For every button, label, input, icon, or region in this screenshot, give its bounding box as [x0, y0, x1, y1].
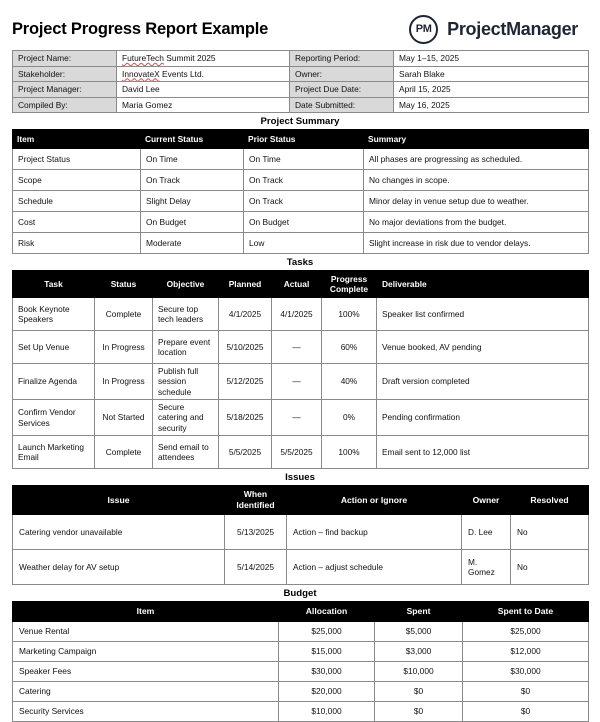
- budget-spent: $0: [375, 702, 463, 722]
- task-deliverable: Pending confirmation: [377, 400, 589, 436]
- budget-item: Catering: [13, 682, 279, 702]
- spellcheck-word: InnovateX: [122, 68, 160, 79]
- budget-body: [13, 622, 589, 722]
- info-label-right: Date Submitted:: [290, 97, 394, 113]
- task-actual: 5/5/2025: [272, 436, 322, 469]
- task-planned: 5/18/2025: [219, 400, 272, 436]
- summary-current-status: On Time: [141, 149, 244, 170]
- section-title-budget: Budget: [283, 588, 317, 600]
- summary-prior-status: Low: [244, 233, 364, 254]
- budget-spent: $10,000: [375, 662, 463, 682]
- task-objective: Send email to attendees: [153, 436, 219, 469]
- summary-prior-status: On Budget: [244, 212, 364, 233]
- issues-table: [12, 485, 589, 585]
- budget-col-spent-to-date: Spent to Date: [463, 602, 589, 622]
- task-deliverable: Venue booked, AV pending: [377, 331, 589, 364]
- issue-description: Weather delay for AV setup: [13, 550, 225, 585]
- task-progress: 100%: [322, 298, 377, 331]
- task-progress: 0%: [322, 400, 377, 436]
- tasks-body: [13, 298, 589, 469]
- tasks-col-objective: Objective: [153, 271, 219, 298]
- budget-spent-to-date: $0: [463, 702, 589, 722]
- task-name: Set Up Venue: [13, 331, 95, 364]
- summary-col-current-status: Current Status: [141, 130, 244, 149]
- task-status: Complete: [95, 436, 153, 469]
- task-deliverable: Draft version completed: [377, 364, 589, 400]
- budget-allocation: $30,000: [279, 662, 375, 682]
- task-planned: 4/1/2025: [219, 298, 272, 331]
- table-row: [13, 149, 589, 170]
- info-label-left: Project Name:: [13, 51, 117, 67]
- info-label-right: Project Due Date:: [290, 82, 394, 98]
- budget-col-item: Item: [13, 602, 279, 622]
- section-title-tasks: Tasks: [286, 257, 314, 268]
- budget-item: Marketing Campaign: [13, 642, 279, 662]
- budget-col-spent: Spent: [375, 602, 463, 622]
- summary-text: Minor delay in venue setup due to weather.: [364, 191, 589, 212]
- issue-owner: M. Gomez: [462, 550, 511, 585]
- task-name: Finalize Agenda: [13, 364, 95, 400]
- info-value-left: FutureTech Summit 2025: [117, 51, 290, 67]
- issues-col-issue: Issue: [13, 486, 225, 515]
- issues-col-action-or-ignore: Action or Ignore: [287, 486, 462, 515]
- task-name: Book Keynote Speakers: [13, 298, 95, 331]
- task-progress: 100%: [322, 436, 377, 469]
- info-label-right: Reporting Period:: [290, 51, 394, 67]
- table-row: [13, 82, 589, 98]
- budget-header-row: [13, 602, 589, 622]
- budget-spent: $0: [375, 682, 463, 702]
- summary-prior-status: On Time: [244, 149, 364, 170]
- projectmanager-pm-icon: PM: [409, 15, 438, 44]
- summary-body: [13, 149, 589, 254]
- task-actual: 4/1/2025: [272, 298, 322, 331]
- tasks-col-status: Status: [95, 271, 153, 298]
- task-planned: 5/12/2025: [219, 364, 272, 400]
- budget-spent-to-date: $12,000: [463, 642, 589, 662]
- info-value-right: May 16, 2025: [394, 97, 589, 113]
- issue-when-identified: 5/14/2025: [225, 550, 287, 585]
- budget-spent-to-date: $0: [463, 682, 589, 702]
- table-row: [13, 97, 589, 113]
- table-row: [13, 51, 589, 67]
- table-row: [13, 331, 589, 364]
- when-line-1: When: [243, 489, 268, 500]
- progress-line-1: Progress: [330, 273, 368, 284]
- summary-item: Schedule: [13, 191, 141, 212]
- task-objective: Prepare event location: [153, 331, 219, 364]
- table-row: [13, 662, 589, 682]
- table-row: [13, 622, 589, 642]
- task-objective: Secure catering and security: [153, 400, 219, 436]
- budget-item: Speaker Fees: [13, 662, 279, 682]
- task-planned: 5/10/2025: [219, 331, 272, 364]
- tasks-col-planned: Planned: [219, 271, 272, 298]
- info-value-left: Maria Gomez: [117, 97, 290, 113]
- table-row: [13, 364, 589, 400]
- budget-item: Security Services: [13, 702, 279, 722]
- info-value-right: May 1–15, 2025: [394, 51, 589, 67]
- project-info-table: [12, 50, 589, 113]
- info-value-left: David Lee: [117, 82, 290, 98]
- task-objective: Secure top tech leaders: [153, 298, 219, 331]
- issue-when-identified: 5/13/2025: [225, 515, 287, 550]
- budget-table: [12, 601, 589, 722]
- issue-action: Action – adjust schedule: [287, 550, 462, 585]
- budget-item: Venue Rental: [13, 622, 279, 642]
- summary-prior-status: On Track: [244, 191, 364, 212]
- budget-spent: $3,000: [375, 642, 463, 662]
- brand-logo: [409, 15, 588, 44]
- summary-col-item: Item: [13, 130, 141, 149]
- when-line-2: Identified: [236, 500, 275, 511]
- issues-col-resolved: Resolved: [511, 486, 589, 515]
- issue-owner: D. Lee: [462, 515, 511, 550]
- page-title: Project Progress Report Example: [12, 19, 269, 38]
- info-label-right: Owner:: [290, 66, 394, 82]
- tasks-col-progress-complete: [322, 271, 377, 298]
- info-label-left: Compiled By:: [13, 97, 117, 113]
- task-objective: Publish full session schedule: [153, 364, 219, 400]
- table-row: [13, 212, 589, 233]
- budget-spent-to-date: $25,000: [463, 622, 589, 642]
- task-actual: —: [272, 400, 322, 436]
- task-actual: —: [272, 364, 322, 400]
- task-planned: 5/5/2025: [219, 436, 272, 469]
- section-title-summary: Project Summary: [260, 116, 340, 127]
- budget-allocation: $25,000: [279, 622, 375, 642]
- brand-name: ProjectManager: [447, 18, 578, 39]
- summary-prior-status: On Track: [244, 170, 364, 191]
- summary-current-status: On Track: [141, 170, 244, 191]
- info-value-right: April 15, 2025: [394, 82, 589, 98]
- table-row: [13, 436, 589, 469]
- table-row: [13, 191, 589, 212]
- task-status: Complete: [95, 298, 153, 331]
- issues-col-owner: Owner: [462, 486, 511, 515]
- table-row: [13, 682, 589, 702]
- budget-allocation: $20,000: [279, 682, 375, 702]
- table-row: [13, 233, 589, 254]
- issue-resolved: No: [511, 515, 589, 550]
- budget-col-allocation: Allocation: [279, 602, 375, 622]
- summary-text: All phases are progressing as scheduled.: [364, 149, 589, 170]
- tasks-table: [12, 270, 589, 469]
- table-row: [13, 642, 589, 662]
- issues-header-row: [13, 486, 589, 515]
- budget-allocation: $10,000: [279, 702, 375, 722]
- summary-text: No major deviations from the budget.: [364, 212, 589, 233]
- budget-spent: $5,000: [375, 622, 463, 642]
- task-deliverable: Email sent to 12,000 list: [377, 436, 589, 469]
- summary-header-row: [13, 130, 589, 149]
- summary-current-status: Slight Delay: [141, 191, 244, 212]
- progress-line-2: Complete: [329, 284, 369, 294]
- table-row: [13, 400, 589, 436]
- issues-col-when-identified: [225, 486, 287, 515]
- project-summary-table: [12, 129, 589, 254]
- issue-description: Catering vendor unavailable: [13, 515, 225, 550]
- budget-spent-to-date: $30,000: [463, 662, 589, 682]
- task-name: Confirm Vendor Services: [13, 400, 95, 436]
- document-header: [12, 0, 588, 50]
- summary-col-prior-status: Prior Status: [244, 130, 364, 149]
- summary-item: Project Status: [13, 149, 141, 170]
- summary-text: Slight increase in risk due to vendor delays.: [364, 233, 589, 254]
- info-label-left: Project Manager:: [13, 82, 117, 98]
- issue-resolved: No: [511, 550, 589, 585]
- project-info-body: [13, 51, 589, 113]
- table-row: [13, 298, 589, 331]
- task-progress: 60%: [322, 331, 377, 364]
- issues-body: [13, 515, 589, 585]
- summary-current-status: Moderate: [141, 233, 244, 254]
- task-progress: 40%: [322, 364, 377, 400]
- task-status: Not Started: [95, 400, 153, 436]
- table-row: [13, 702, 589, 722]
- info-value-right: Sarah Blake: [394, 66, 589, 82]
- table-row: [13, 515, 589, 550]
- tasks-col-task: Task: [13, 271, 95, 298]
- tasks-col-deliverable: Deliverable: [377, 271, 589, 298]
- table-row: [13, 66, 589, 82]
- summary-text: No changes in scope.: [364, 170, 589, 191]
- task-actual: —: [272, 331, 322, 364]
- task-name: Launch Marketing Email: [13, 436, 95, 469]
- task-status: In Progress: [95, 364, 153, 400]
- summary-item: Risk: [13, 233, 141, 254]
- table-row: [13, 550, 589, 585]
- budget-allocation: $15,000: [279, 642, 375, 662]
- task-status: In Progress: [95, 331, 153, 364]
- table-row: [13, 170, 589, 191]
- summary-col-summary: Summary: [364, 130, 589, 149]
- tasks-col-actual: Actual: [272, 271, 322, 298]
- info-value-left: InnovateX Events Ltd.: [117, 66, 290, 82]
- summary-item: Scope: [13, 170, 141, 191]
- info-label-left: Stakeholder:: [13, 66, 117, 82]
- task-deliverable: Speaker list confirmed: [377, 298, 589, 331]
- summary-item: Cost: [13, 212, 141, 233]
- section-title-issues: Issues: [285, 472, 315, 484]
- issue-action: Action – find backup: [287, 515, 462, 550]
- tasks-header-row: [13, 271, 589, 298]
- spellcheck-word: FutureTech: [122, 53, 164, 63]
- summary-current-status: On Budget: [141, 212, 244, 233]
